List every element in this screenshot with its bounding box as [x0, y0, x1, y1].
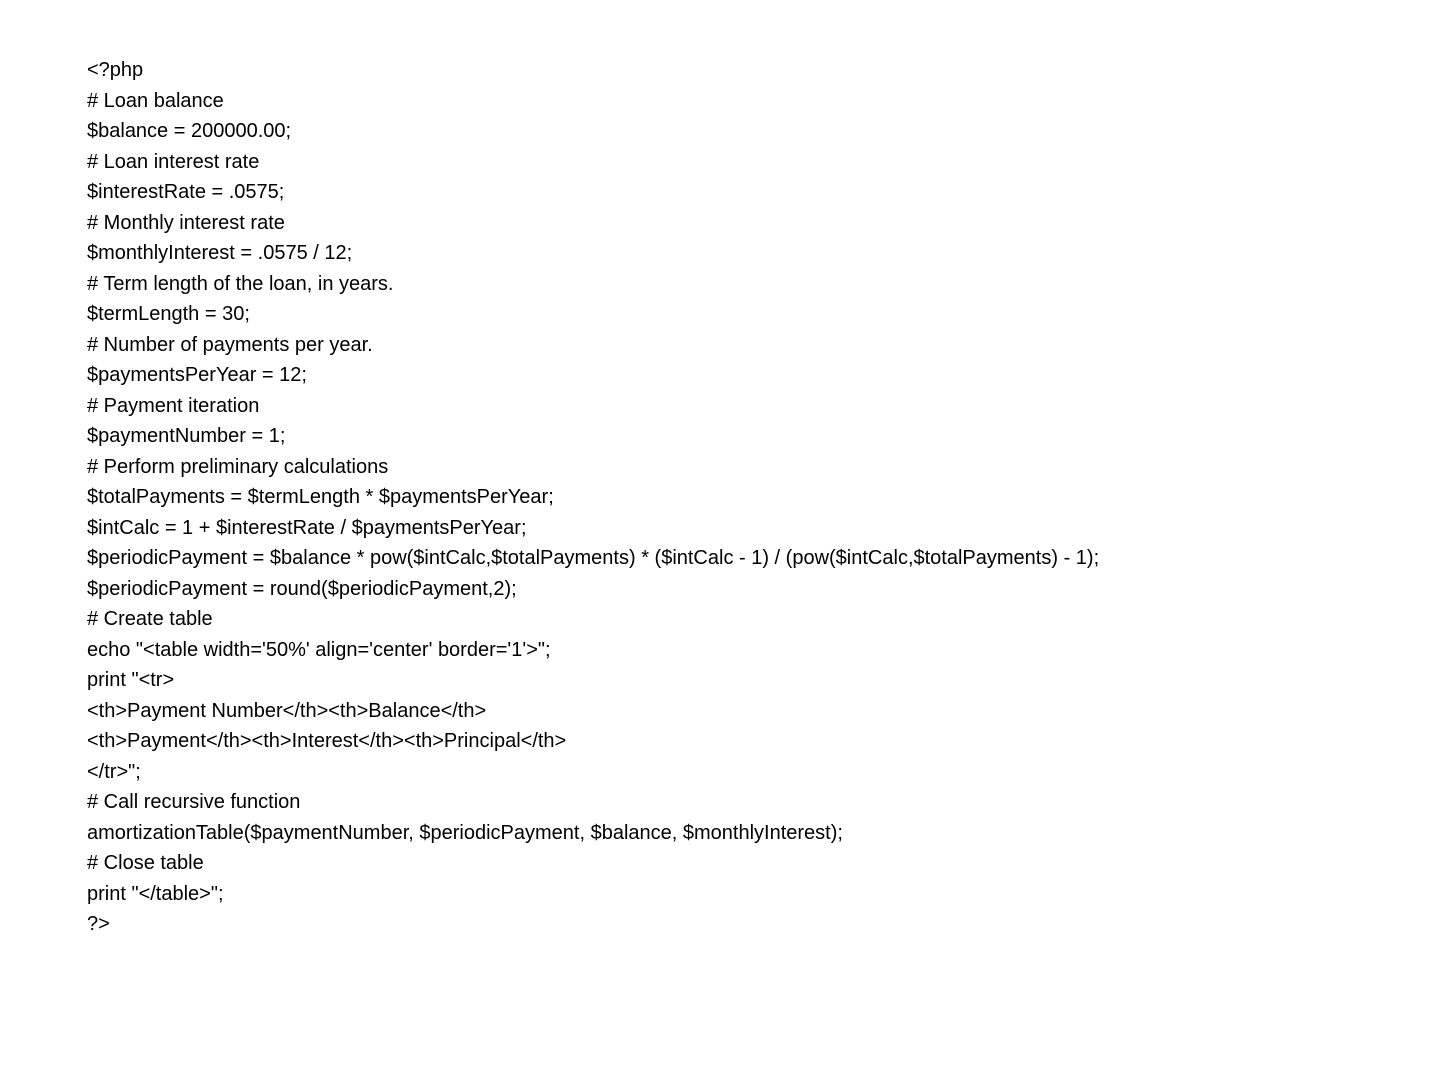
code-line: $interestRate = .0575;: [87, 181, 285, 203]
code-listing: [87, 55, 1099, 940]
code-line: # Loan interest rate: [87, 150, 260, 173]
code-line: $monthlyInterest = .0575 / 12;: [87, 242, 353, 264]
code-line: # Close table: [87, 852, 204, 874]
code-line: <th>Payment</th><th>Interest</th><th>Principal</th>: [87, 730, 567, 752]
code-line: # Perform preliminary calculations: [87, 455, 389, 478]
code-line: </tr>";: [87, 760, 141, 783]
code-line: $intCalc = 1 + $interestRate / $paymentsPerYear;: [87, 516, 527, 539]
code-line: <?php: [87, 59, 144, 81]
code-line: $paymentsPerYear = 12;: [87, 364, 307, 386]
code-line: $paymentNumber = 1;: [87, 425, 286, 447]
code-line: ?>: [87, 913, 110, 935]
code-line: print "</table>";: [87, 882, 224, 905]
code-line: $termLength = 30;: [87, 303, 250, 325]
code-line: echo "<table width='50%' align='center' border='1'>";: [87, 638, 551, 661]
code-line: $periodicPayment = $balance * pow($intCalc,$totalPayments) * ($intCalc - 1) / (pow($intCalc,$totalPayments) - 1);: [87, 547, 1100, 569]
code-line: $periodicPayment = round($periodicPayment,2);: [87, 577, 517, 600]
code-line: print "<tr>: [87, 669, 175, 691]
code-line: <th>Payment Number</th><th>Balance</th>: [87, 699, 487, 722]
code-line: # Payment iteration: [87, 394, 260, 417]
code-line: amortizationTable($paymentNumber, $periodicPayment, $balance, $monthlyInterest);: [87, 821, 843, 844]
code-line: $balance = 200000.00;: [87, 120, 292, 142]
code-line: # Loan balance: [87, 89, 224, 112]
code-line: # Create table: [87, 608, 213, 630]
code-line: # Term length of the loan, in years.: [87, 272, 394, 295]
code-line: # Number of payments per year.: [87, 333, 373, 356]
code-line: # Monthly interest rate: [87, 211, 285, 234]
code-line: # Call recursive function: [87, 791, 301, 813]
code-line: $totalPayments = $termLength * $paymentsPerYear;: [87, 486, 554, 508]
